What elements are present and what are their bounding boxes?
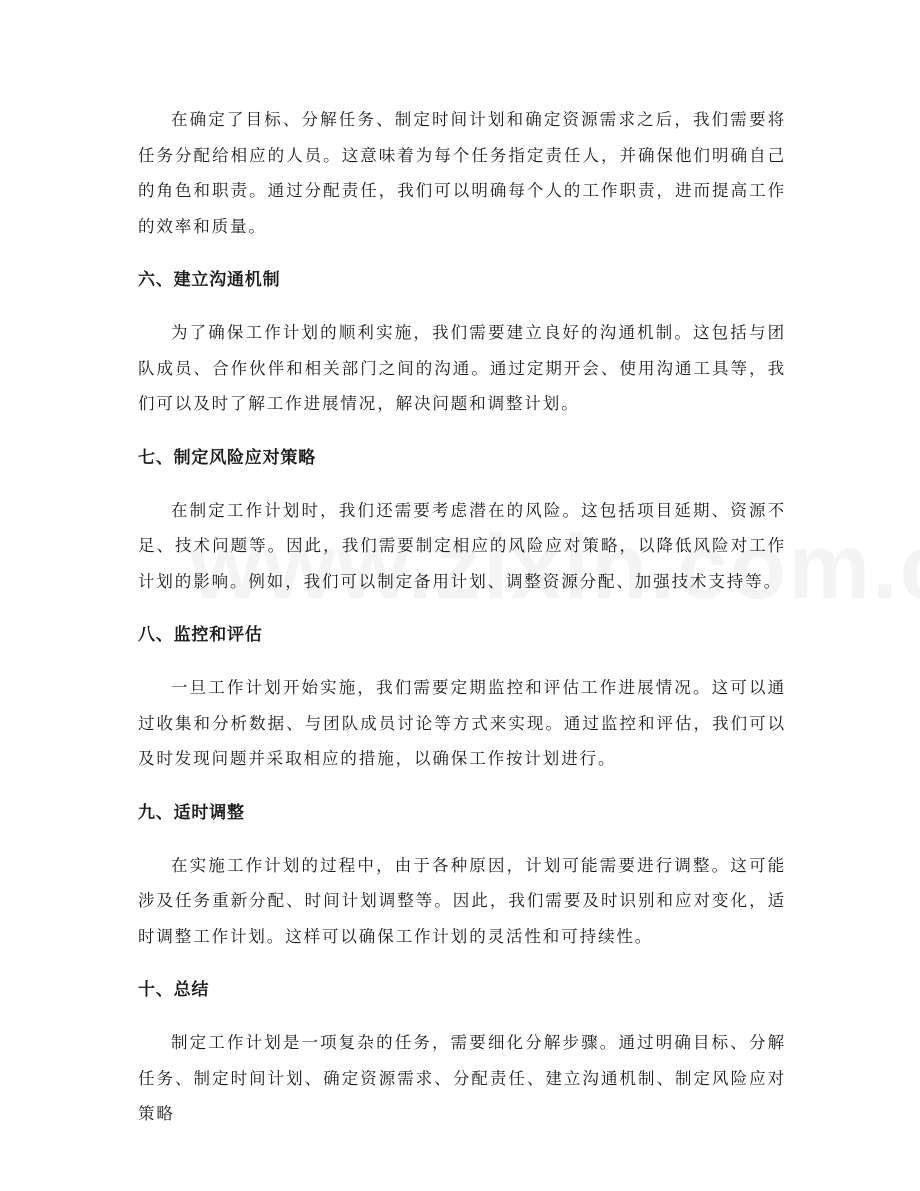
paragraph-summary: 制定工作计划是一项复杂的任务，需要细化分解步骤。通过明确目标、分解任务、制定时间计划、确定资源需求、分配责任、建立沟通机制、制定风险应对策略 <box>138 1033 786 1123</box>
paragraph-adjustment: 在实施工作计划的过程中，由于各种原因，计划可能需要进行调整。这可能涉及任务重新分配、时间计划调整等。因此，我们需要及时识别和应对变化，适时调整工作计划。这样可以确保工作计划的灵活性和可持续性。 <box>138 855 786 946</box>
paragraph-assign-responsibility: 在确定了目标、分解任务、制定时间计划和确定资源需求之后，我们需要将任务分配给相应的人员。这意味着为每个任务指定责任人，并确保他们明确自己的角色和职责。通过分配责任，我们可以明确每个人的工作职责，进而提高工作的效率和质量。 <box>138 110 786 236</box>
heading-communication: 六、建立沟通机制 <box>138 270 281 290</box>
heading-adjustment: 九、适时调整 <box>138 802 245 823</box>
document-body <box>138 102 786 1132</box>
heading-monitoring: 八、监控和评估 <box>138 625 263 645</box>
paragraph-monitoring: 一旦工作计划开始实施，我们需要定期监控和评估工作进展情况。这可以通过收集和分析数据、与团队成员讨论等方式来实现。通过监控和评估，我们可以及时发现问题并采取相应的措施，以确保工作按计划进行。 <box>138 678 786 768</box>
heading-risk-strategy: 七、制定风险应对策略 <box>138 447 316 468</box>
heading-summary: 十、总结 <box>138 980 210 1000</box>
paragraph-risk-strategy: 在制定工作计划时，我们还需要考虑潜在的风险。这包括项目延期、资源不足、技术问题等。因此，我们需要制定相应的风险应对策略，以降低风险对工作计划的影响。例如，我们可以制定备用计划、调整资源分配、加强技术支持等。 <box>138 500 786 591</box>
paragraph-communication: 为了确保工作计划的顺利实施，我们需要建立良好的沟通机制。这包括与团队成员、合作伙伴和相关部门之间的沟通。通过定期开会、使用沟通工具等，我们可以及时了解工作进展情况，解决问题和调整计划。 <box>138 323 786 413</box>
